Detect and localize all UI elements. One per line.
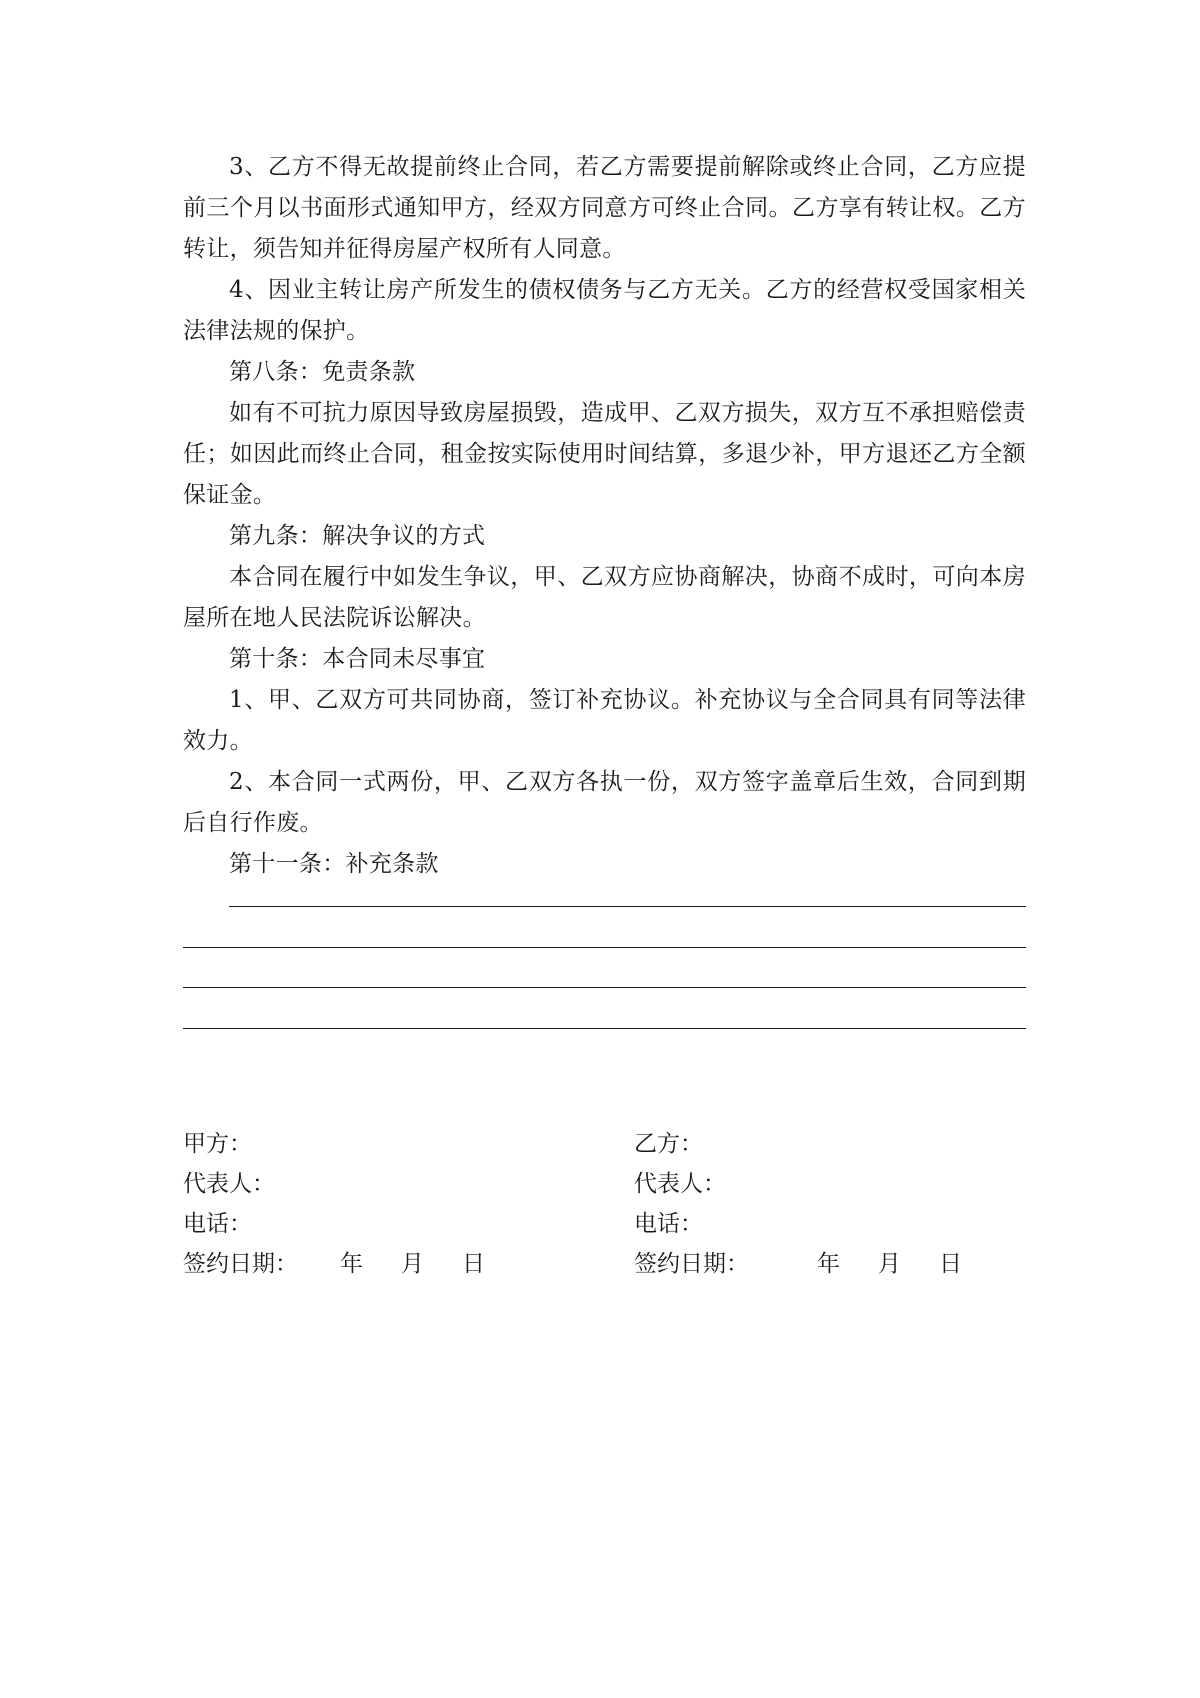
party-a-year: 年 bbox=[340, 1251, 363, 1277]
party-b-date-row bbox=[634, 1244, 962, 1284]
party-b-representative: 代表人： bbox=[634, 1171, 726, 1197]
party-b-month: 月 bbox=[878, 1251, 901, 1277]
clause-7-item-3: 3、乙方不得无故提前终止合同，若乙方需要提前解除或终止合同，乙方应提前三个月以书面形式通知甲方，经双方同意方可终止合同。乙方享有转让权。乙方转让，须告知并征得房屋产权所有人同意。 bbox=[183, 154, 1026, 262]
party-a-signature-block bbox=[183, 1124, 485, 1284]
party-a-representative: 代表人： bbox=[183, 1171, 275, 1197]
party-b-signature-block bbox=[634, 1124, 962, 1284]
clause-7-item-4: 4、因业主转让房产所发生的债权债务与乙方无关。乙方的经营权受国家相关法律法规的保护。 bbox=[183, 277, 1026, 344]
contract-body bbox=[183, 147, 1026, 885]
clause-8-heading: 第八条：免责条款 bbox=[229, 359, 416, 385]
clause-9-heading: 第九条：解决争议的方式 bbox=[229, 523, 486, 549]
blank-line[interactable] bbox=[183, 947, 1026, 948]
party-a-date-row bbox=[183, 1244, 485, 1284]
clause-8-text: 如有不可抗力原因导致房屋损毁，造成甲、乙双方损失，双方互不承担赔偿责任；如因此而终止合同，租金按实际使用时间结算，多退少补，甲方退还乙方全额保证金。 bbox=[183, 400, 1026, 508]
blank-line[interactable] bbox=[183, 987, 1026, 988]
party-a-phone: 电话： bbox=[183, 1211, 252, 1237]
party-b-phone: 电话： bbox=[634, 1211, 703, 1237]
party-a-day: 日 bbox=[462, 1251, 485, 1277]
party-b-date-label: 签约日期： bbox=[634, 1251, 749, 1277]
clause-10-item-1: 1、甲、乙双方可共同协商，签订补充协议。补充协议与全合同具有同等法律效力。 bbox=[183, 687, 1026, 754]
party-a-label: 甲方： bbox=[183, 1131, 252, 1157]
clause-9-text: 本合同在履行中如发生争议，甲、乙双方应协商解决，协商不成时，可向本房屋所在地人民法院诉讼解决。 bbox=[183, 564, 1026, 631]
party-b-year: 年 bbox=[817, 1251, 840, 1277]
party-a-date-label: 签约日期： bbox=[183, 1251, 298, 1277]
clause-11-heading: 第十一条：补充条款 bbox=[229, 851, 439, 877]
supplementary-blank-lines bbox=[183, 906, 1026, 1068]
party-a-month: 月 bbox=[401, 1251, 424, 1277]
clause-10-item-2: 2、本合同一式两份，甲、乙双方各执一份，双方签字盖章后生效，合同到期后自行作废。 bbox=[183, 769, 1026, 836]
party-b-day: 日 bbox=[939, 1251, 962, 1277]
blank-line[interactable] bbox=[183, 1028, 1026, 1029]
blank-line[interactable] bbox=[229, 906, 1026, 907]
clause-10-heading: 第十条：本合同未尽事宜 bbox=[229, 646, 486, 672]
party-b-label: 乙方： bbox=[634, 1131, 703, 1157]
